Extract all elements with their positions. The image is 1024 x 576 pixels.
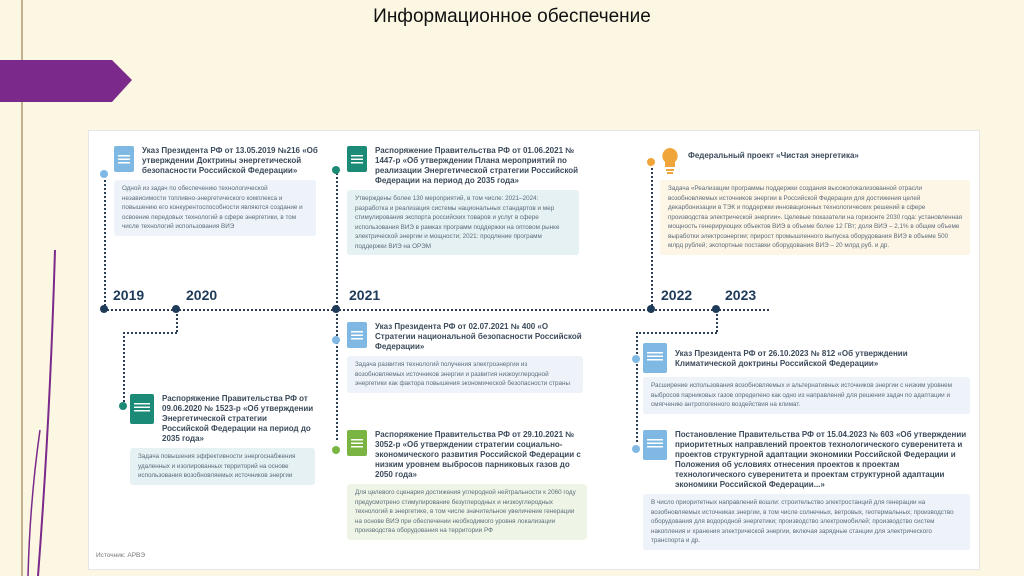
card-plan-2021: [347, 146, 583, 255]
card-heading: Указ Президента РФ от 26.10.2023 № 812 «Об утверждении Климатической доктрины Российской Федерации»: [675, 349, 908, 368]
card-security-2021: [347, 322, 583, 393]
timeline-dot: [172, 305, 180, 313]
card-text: Одной из задач по обеспечению технологической независимости топливно-энергетического комплекса и повышению его конкурентоспособности являются создание и освоение передовых технологий в сфере энергетики, в том числе технологий использования ВИЭ: [114, 180, 316, 236]
timeline-dot: [100, 305, 108, 313]
connector: [176, 310, 178, 332]
card-clean-energy: [660, 146, 970, 255]
card-text: Расширение использования возобновляемых и альтернативных источников энергии с низким уровнем выбросов парниковых газов определено как одно из направлений для решения задач по адаптации и смягчению антропогенного воздействия на климат.: [643, 377, 970, 414]
document-icon: [114, 146, 134, 172]
card-heading: Постановление Правительства РФ от 15.04.2023 № 603 «Об утверждении приоритетных направлений проектов технологического суверенитета и проектов структурной адаптации экономики Российской Федерации и Положения об условиях отнесения проектов к проектам технологического суверенитета и проектам структурной адаптации экономики Российской Федерации...»: [675, 430, 967, 489]
card-heading: Распоряжение Правительства РФ от 29.10.2021 № 3052-р «Об утверждении стратегии социально-экономического развития Российской Федерации с низким уровнем выбросов парниковых газов до 2050 года»: [375, 430, 581, 479]
connector: [716, 310, 718, 332]
source-note: Источник: АРВЭ: [96, 552, 146, 559]
event-dot: [332, 336, 340, 344]
document-icon: [130, 394, 154, 424]
event-dot: [119, 402, 127, 410]
event-dot: [100, 170, 108, 178]
connector: [636, 332, 638, 442]
card-text: Задача «Реализации программы поддержки создания высоколокализованной отрасли возобновляемых источников энергии в Российской Федерации для достижения целей декарбонизации в ТЭК и поддержки инновационных технологических решений в сфере производства электрической энергии». Целевые показатели на горизонте 2030 года: установленная мощность генерирующих объектов ВИЭ в объеме более 12 ГВт; доля ВИЭ – 2,1% в общем объеме выработки электроэнергии; прирост промышленного выпуска оборудования ВИЭ в объеме 500 млрд рублей; экспортные поставки оборудования ВИЭ – 20 млрд руб. и др.: [660, 180, 970, 255]
card-heading: Распоряжение Правительства РФ от 09.06.2020 № 1523-р «Об утверждении Энергетической стратегии Российской Федерации на период до 2035 года»: [162, 394, 314, 443]
timeline-axis: [104, 309, 769, 311]
card-climate-2023: [643, 343, 970, 414]
year-label: 2021: [349, 287, 381, 303]
card-doctrine-2019: [114, 146, 336, 236]
event-dot: [647, 158, 655, 166]
connector: [651, 163, 653, 310]
event-dot: [332, 446, 340, 454]
card-text: Для целевого сценария достижения углеродной нейтральности к 2060 году предусмотрено стимулирование безуглеродных и низкоуглеродных технологий в энергетике, в том числе значительное увеличение генерации на основе ВИЭ при обеспечении необходимого уровня локализации производства оборудования на территории РФ: [347, 484, 587, 540]
card-sovereignty-2023: [643, 430, 970, 550]
lightbulb-icon: [660, 146, 680, 176]
card-heading: Федеральный проект «Чистая энергетика»: [688, 151, 859, 160]
document-icon: [347, 146, 367, 172]
document-icon: [643, 430, 667, 460]
year-label: 2022: [661, 287, 693, 303]
card-text: Задача развития технологий получения электроэнергии из возобновляемых источников энергии и развития низкоуглеродной энергетики как фактора повышения экономической безопасности страны: [347, 356, 583, 393]
card-text: Задача повышения эффективности энергоснабжения удаленных и изолированных территорий на основе использования возобновляемых источников энергии: [130, 448, 315, 485]
card-heading: Указ Президента РФ от 13.05.2019 №216 «Об утверждении Доктрины энергетической безопасности Российской Федерации»: [142, 146, 318, 175]
year-label: 2019: [113, 287, 145, 303]
event-dot: [632, 445, 640, 453]
timeline-dot: [712, 305, 720, 313]
document-icon: [347, 430, 367, 456]
connector: [123, 332, 177, 334]
card-lowcarbon-2021: [347, 430, 587, 540]
year-label: 2023: [725, 287, 757, 303]
timeline-dot: [647, 305, 655, 313]
timeline-dot: [332, 305, 340, 313]
card-text: Утверждены более 130 мероприятий, в том числе: 2021–2024: разработка и реализация системы национальных стандартов и мер стимулирования экспорта российских товаров и услуг в сфере использования ВИЭ в рамках программ поддержки на оптовом рынке электрической энергии и мощности; 2021: продление программ поддержки ВИЭ на ОРЭМ: [347, 190, 579, 255]
connector: [336, 170, 338, 310]
event-dot: [632, 355, 640, 363]
connector: [104, 175, 106, 310]
document-icon: [643, 343, 667, 373]
slide-title: Информационное обеспечение: [373, 6, 651, 27]
card-text: В число приоритетных направлений вошли: строительство электростанций для генерации на возобновляемых источниках энергии, в том числе солнечных, ветровых, геотермальных; производство оборудования для водородной энергетики; производство электромобилей; производство систем накопления и хранения электрической энергии, включая зарядные станции для электрического транспорта и др.: [643, 494, 970, 550]
connector: [336, 310, 338, 440]
card-strategy-2020: [130, 394, 315, 485]
card-heading: Распоряжение Правительства РФ от 01.06.2021 № 1447-р «Об утверждении Плана мероприятий по реализации Энергетической стратегии Российской Федерации на период до 2035 года»: [375, 146, 579, 185]
connector: [636, 332, 717, 334]
connector: [123, 332, 125, 402]
year-label: 2020: [186, 287, 218, 303]
document-icon: [347, 322, 367, 348]
card-heading: Указ Президента РФ от 02.07.2021 № 400 «О Стратегии национальной безопасности Российской Федерации»: [375, 322, 582, 351]
